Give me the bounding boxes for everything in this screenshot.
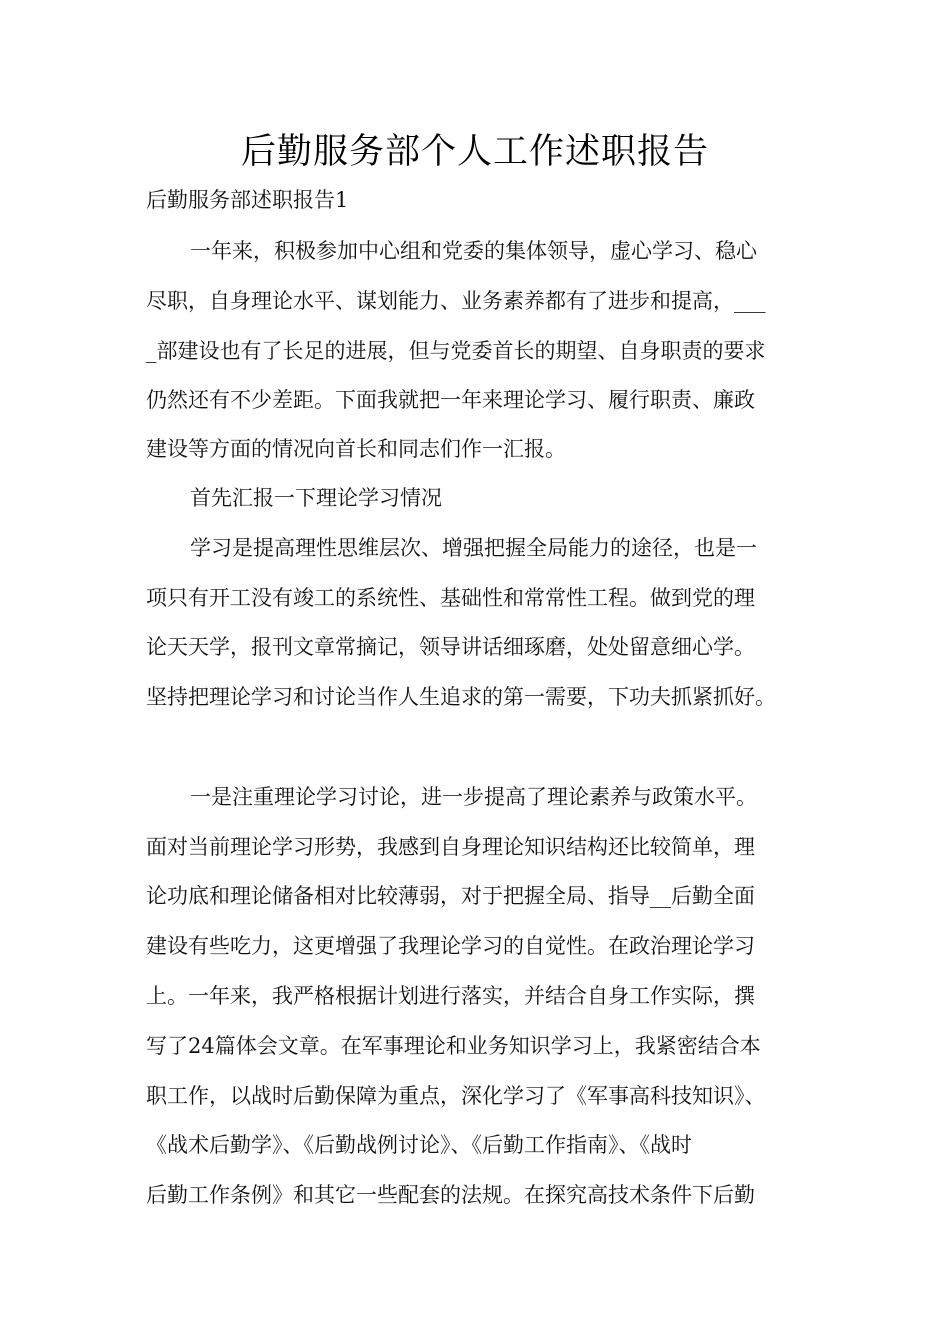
paragraph-line: _部建设也有了长足的进展，但与党委首长的期望、自身职责的要求 (146, 339, 766, 363)
paragraph-line: 项只有开工没有竣工的系统性、基础性和常常性工程。做到党的理 (146, 586, 755, 610)
paragraph-line: 写了24篇体会文章。在军事理论和业务知识学习上，我紧密结合本 (146, 1034, 761, 1058)
document-title: 后勤服务部个人工作述职报告 (240, 132, 709, 172)
paragraph-line: 坚持把理论学习和讨论当作人生追求的第一需要，下功夫抓紧抓好。 (146, 685, 776, 709)
paragraph-line: 尽职，自身理论水平、谋划能力、业务素养都有了进步和提高，___ (146, 289, 766, 313)
paragraph-line: 上。一年来，我严格根据计划进行落实，并结合自身工作实际，撰 (146, 984, 755, 1008)
paragraph-line: 职工作，以战时后勤保障为重点，深化学习了《军事高科技知识》、 (146, 1084, 766, 1108)
paragraph-line: 论功底和理论储备相对比较薄弱，对于把握全局、指导__后勤全面 (146, 884, 755, 908)
paragraph-line: 学习是提高理性思维层次、增强把握全局能力的途径，也是一 (190, 536, 757, 560)
section-heading: 首先汇报一下理论学习情况 (190, 486, 442, 510)
paragraph-line: 《战术后勤学》、《后勤战例讨论》、《后勤工作指南》、《战时 (146, 1133, 692, 1157)
paragraph-line: 论天天学，报刊文章常摘记，领导讲话细琢磨，处处留意细心学。 (146, 635, 755, 659)
paragraph-line: 面对当前理论学习形势，我感到自身理论知识结构还比较简单，理 (146, 835, 755, 859)
document-subtitle: 后勤服务部述职报告1 (146, 188, 349, 212)
paragraph-line: 后勤工作条例》和其它一些配套的法规。在探究高技术条件下后勤 (146, 1183, 755, 1207)
paragraph-line: 建设等方面的情况向首长和同志们作一汇报。 (146, 437, 566, 461)
paragraph-line: 仍然还有不少差距。下面我就把一年来理论学习、履行职责、廉政 (146, 388, 755, 412)
paragraph-line: 建设有些吃力，这更增强了我理论学习的自觉性。在政治理论学习 (146, 934, 755, 958)
paragraph-line: 一年来，积极参加中心组和党委的集体领导，虚心学习、稳心 (190, 239, 757, 263)
paragraph-line: 一是注重理论学习讨论，进一步提高了理论素养与政策水平。 (190, 785, 757, 809)
